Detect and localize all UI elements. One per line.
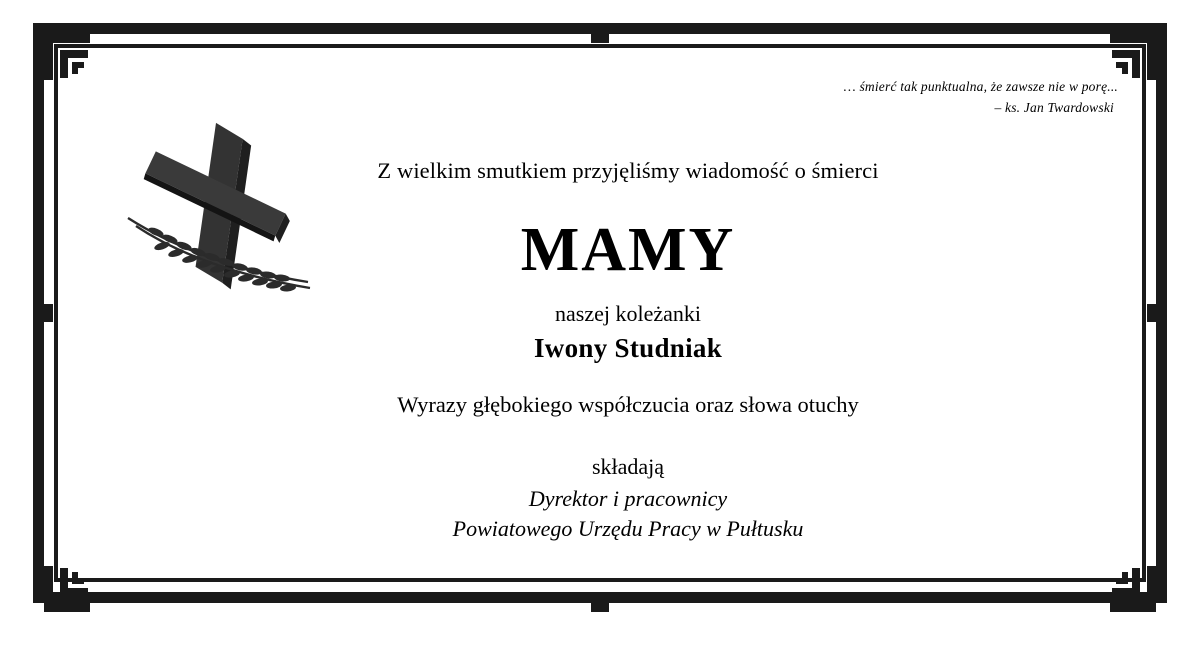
signoff-line-1: Dyrektor i pracownicy <box>528 486 728 512</box>
notice-body <box>268 158 988 543</box>
frame-notch-right <box>1147 304 1156 322</box>
relation-line: naszej koleżanki <box>555 301 701 327</box>
signoff-line-2: Powiatowego Urzędu Pracy w Pułtusku <box>452 515 804 541</box>
notice-content <box>58 48 1142 578</box>
deceased-name: Iwony Studniak <box>533 333 723 364</box>
epigraph-author: – ks. Jan Twardowski <box>994 99 1114 115</box>
epigraph <box>844 77 1118 117</box>
epigraph-text: … śmierć tak punktualna, że zawsze nie w porę... <box>843 79 1118 94</box>
intro-line: Z wielkim smutkiem przyjęliśmy wiadomość o śmierci <box>377 158 879 183</box>
deceased-title: MAMY <box>520 216 736 284</box>
condolences-line: Wyrazy głębokiego współczucia oraz słowa otuchy <box>397 392 859 418</box>
frame-notch-left <box>44 304 53 322</box>
frame-notch-top <box>591 34 609 43</box>
signoff-verb: składają <box>591 454 665 480</box>
frame-notch-bottom <box>591 603 609 612</box>
